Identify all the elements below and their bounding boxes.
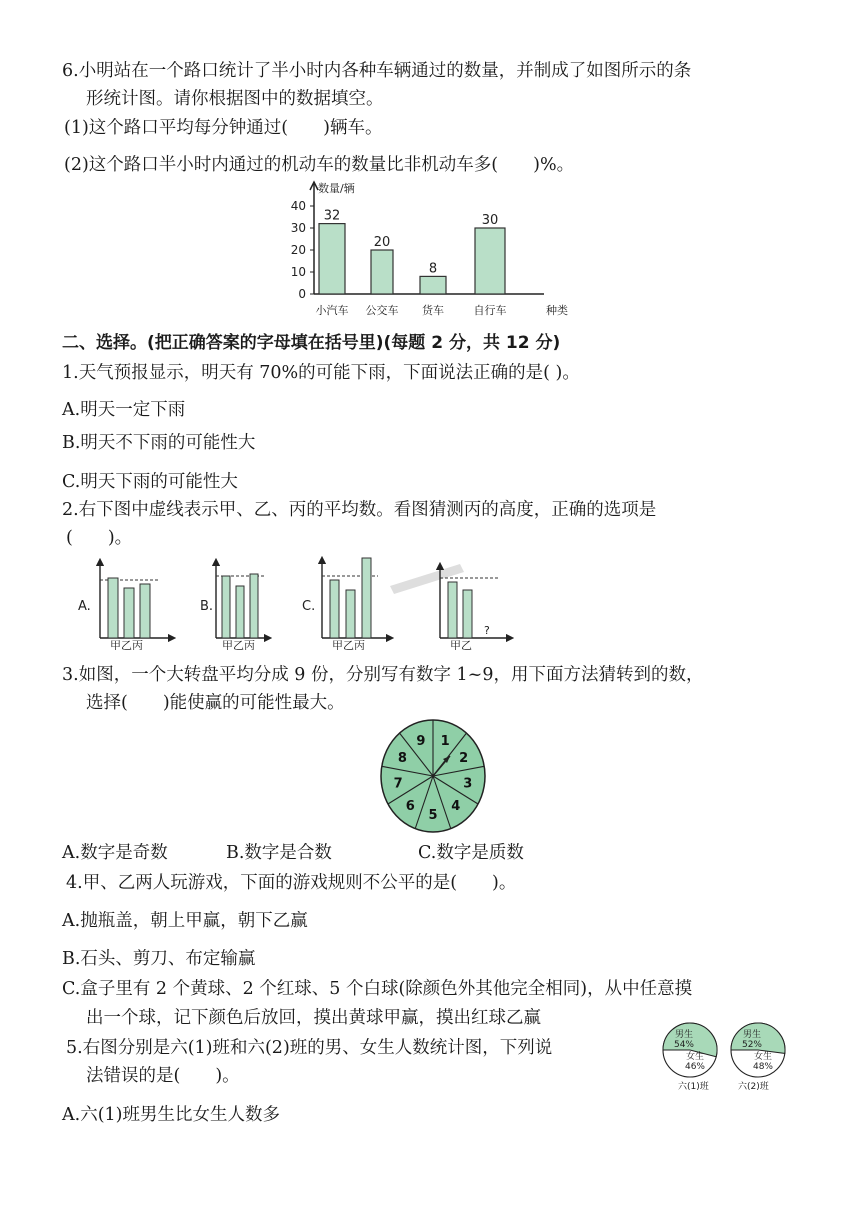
bar-2 [371,250,393,294]
q2-letter-b: B. [200,599,214,614]
q2-axis-label-b: 甲乙丙 [222,639,255,650]
pie1-boy-label: 男生 [674,1030,694,1040]
category-label: 自行车 [473,304,507,317]
pie1-caption: 六(1)班 [678,1082,709,1092]
q3-line2: 选择( )能使赢的可能性最大。 [86,693,345,713]
pie2-boy-pct: 52% [741,1040,763,1050]
q2-chart-b [200,562,268,650]
q6-bar-chart [280,178,580,320]
pie1-girl-pct: 46% [684,1062,706,1072]
q2-reference-chart [440,566,510,650]
q1-option-a: A.明天一定下雨 [62,400,186,420]
wheel-number-6: 6 [405,799,415,815]
q3-spinner-wheel [378,718,488,834]
q2-letter-c: C. [302,599,316,614]
wheel-number-5: 5 [428,808,438,824]
pie1-boy-pct: 54% [673,1040,695,1050]
q2-question-mark: ? [484,624,490,637]
category-label: 公交车 [365,304,399,317]
q2-axis-label-c: 甲乙丙 [332,639,365,650]
q1-stem: 1.天气预报显示，明天有 70%的可能下雨，下面说法正确的是( )。 [62,363,580,383]
bar-value-label: 8 [428,261,438,277]
bar-value-label: 32 [323,208,341,224]
q4-option-a: A.抛瓶盖，朝上甲赢，朝下乙赢 [62,911,308,931]
q2-chart-a [78,562,172,650]
q4-option-c-line2: 出一个球，记下颜色后放回，摸出黄球甲赢，摸出红球乙赢 [86,1008,541,1028]
wheel-number-2: 2 [459,750,469,766]
bar-1 [319,224,345,294]
q4-option-c-line1: C.盒子里有 2 个黄球、2 个红球、5 个白球(除颜色外其他完全相同)，从中任意摸 [62,979,693,999]
x-axis-label: 种类 [546,304,568,317]
q2-axis-label-ref: 甲乙 [450,639,472,650]
bar-value-label: 20 [373,235,391,250]
y-tick-label: 10 [290,265,306,279]
wheel-number-1: 1 [440,734,450,750]
pie2-caption: 六(2)班 [738,1082,769,1092]
pie2-girl-pct: 48% [752,1062,774,1072]
q2-line2: ( )。 [66,528,133,548]
pie2-girl-label: 女生 [753,1052,773,1062]
section-title: 二、选择。(把正确答案的字母填在括号里)(每题 2 分，共 12 分) [62,333,561,353]
q4-option-b: B.石头、剪刀、布定输赢 [62,949,256,969]
q2-letter-a: A. [78,599,91,614]
q6-line2: 形统计图。请你根据图中的数据填空。 [86,89,384,109]
pie2-boy-label: 男生 [742,1030,762,1040]
q5-line1: 5.右图分别是六(1)班和六(2)班的男、女生人数统计图，下列说 [66,1038,553,1058]
q1-option-c: C.明天下雨的可能性大 [62,472,238,492]
q6-sub2: (2)这个路口半小时内通过的机动车的数量比非机动车多( )%。 [64,155,575,175]
y-tick-label: 40 [290,199,306,213]
y-tick-label: 0 [298,287,306,301]
wheel-number-7: 7 [393,776,403,792]
q4-stem: 4.甲、乙两人玩游戏，下面的游戏规则不公平的是( )。 [66,873,517,893]
q6-sub1: (1)这个路口平均每分钟通过( )辆车。 [64,118,383,138]
y-tick-label: 30 [290,221,306,235]
q5-line2: 法错误的是( )。 [86,1066,240,1086]
q3-option-c: C.数字是质数 [418,843,524,863]
wheel-number-9: 9 [416,734,426,750]
category-label: 小汽车 [315,304,349,317]
q3-option-b: B.数字是合数 [226,843,332,863]
wheel-number-4: 4 [451,799,461,815]
wheel-number-8: 8 [397,750,407,766]
bar-4 [475,228,505,294]
q1-option-b: B.明天不下雨的可能性大 [62,433,256,453]
q2-axis-label-a: 甲乙丙 [110,639,143,650]
y-axis-label: 数量/辆 [318,182,355,195]
pie1-girl-label: 女生 [685,1052,705,1062]
category-label: 货车 [422,304,444,317]
bar-value-label: 30 [481,213,499,228]
q3-option-a: A.数字是奇数 [62,843,168,863]
q2-mini-charts [60,550,530,650]
q3-line1: 3.如图，一个大转盘平均分成 9 份，分别写有数字 1~9，用下面方法猜转到的数， [62,665,704,685]
q5-pie-charts [660,1020,790,1094]
bar-3 [420,276,446,294]
wheel-number-3: 3 [463,776,473,792]
q2-chart-c [302,558,390,650]
q2-line1: 2.右下图中虚线表示甲、乙、丙的平均数。看图猜测丙的高度，正确的选项是 [62,500,657,520]
y-tick-label: 20 [290,243,306,257]
q5-option-a: A.六(1)班男生比女生人数多 [62,1105,280,1125]
q6-line1: 6.小明站在一个路口统计了半小时内各种车辆通过的数量，并制成了如图所示的条 [62,61,692,81]
